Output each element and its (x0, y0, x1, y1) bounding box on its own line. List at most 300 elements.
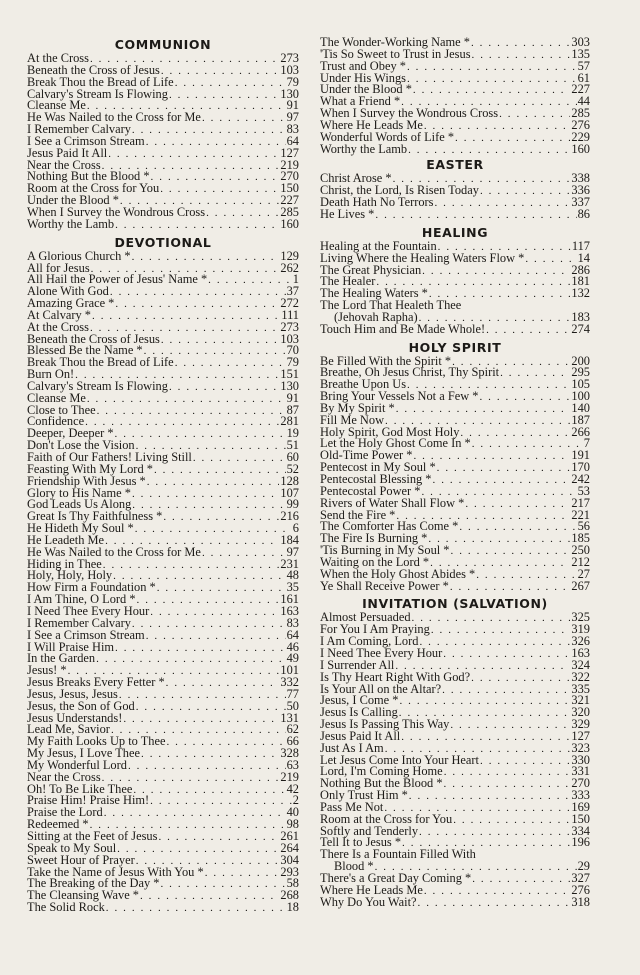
hymn-title: At the Cross (27, 51, 89, 65)
page-number: 285 (280, 204, 299, 219)
hymn-title: Be Filled With the Spirit * (320, 353, 452, 368)
page-number: 319 (571, 622, 590, 637)
dot-leader (141, 749, 279, 761)
page-number: 274 (571, 321, 590, 336)
hymn-title: Waiting on the Lord * (320, 554, 430, 569)
dot-leader (409, 791, 571, 803)
hymn-title: Near the Cross (27, 769, 101, 784)
hymn-title: Cleanse Me (27, 390, 86, 405)
hymn-title: The Solid Rock (27, 900, 105, 915)
dot-leader (407, 62, 577, 74)
hymn-title: Oh! To Be Like Thee (27, 781, 133, 796)
page-number: 338 (571, 171, 590, 186)
hymn-title: Holy, Holy, Holy (27, 568, 113, 583)
page-number: 285 (571, 106, 590, 121)
hymn-title: Amazing Grace * (27, 296, 115, 311)
hymn-title: Where He Leads Me (320, 882, 423, 897)
page-number: 273 (280, 51, 299, 65)
page-number: 185 (571, 531, 590, 546)
hymn-title: At the Cross (27, 319, 89, 334)
page-number: 91 (286, 98, 299, 113)
page-number: 98 (286, 817, 299, 832)
hymn-title: Healing at the Fountain (320, 238, 437, 253)
page-number: 321 (571, 693, 590, 708)
hymn-title: Touch Him and Be Made Whole! (320, 321, 486, 336)
left-column (27, 37, 299, 914)
page-number: 268 (280, 888, 299, 903)
hymn-title: Tell It to Jesus * (320, 835, 402, 850)
dot-leader (104, 808, 286, 820)
hymn-title: Sitting at the Feet of Jesus (27, 829, 158, 843)
hymn-title: I See a Crimson Stream (27, 627, 145, 642)
section-invitation (320, 612, 590, 908)
page-number: 117 (571, 238, 590, 253)
page-number: 318 (571, 894, 590, 909)
page-number: 62 (286, 722, 299, 737)
dot-leader (500, 368, 570, 380)
page-number: 187 (571, 412, 590, 427)
hymn-title: Softly and Tenderly (320, 823, 419, 838)
hymn-title: Let the Holy Ghost Come In * (320, 436, 471, 451)
page-number: 212 (571, 554, 590, 569)
page-number: 272 (280, 296, 299, 311)
hymn-title: I Need Thee Every Hour (27, 603, 150, 618)
page-number: 334 (571, 823, 590, 838)
dot-leader (480, 186, 570, 198)
hymn-title: Deeper, Deeper * (27, 426, 114, 441)
hymn-title: Old-Time Power * (320, 448, 413, 463)
page-number: 332 (280, 675, 299, 690)
hymn-title: Jesus, Jesus, Jesus (27, 686, 118, 701)
dot-leader (108, 149, 279, 161)
page-number: 63 (286, 757, 299, 772)
dot-leader (205, 868, 280, 880)
hymn-title: Praise Him! Praise Him! (27, 793, 150, 808)
page-number: 100 (571, 389, 590, 404)
dot-leader (453, 815, 570, 827)
page-number: 242 (571, 472, 590, 486)
dot-leader (460, 428, 570, 440)
hymn-title: The Wonder-Working Name * (320, 35, 470, 49)
page-number: 29 (577, 859, 590, 874)
dot-leader (140, 891, 279, 903)
hymn-title: Just As I Am (320, 740, 384, 755)
dot-leader (413, 85, 571, 97)
section-holy-spirit (320, 353, 590, 593)
page-number: 270 (280, 169, 299, 184)
dot-leader (161, 335, 280, 347)
page-number: 231 (280, 556, 299, 571)
hymn-title: Nothing But the Blood * (27, 169, 150, 184)
hymn-title: I Remember Calvary (27, 122, 131, 137)
hymn-title: I See a Crimson Stream (27, 133, 145, 148)
page-number: 163 (280, 603, 299, 618)
page-number: 2 (292, 793, 299, 808)
hymn-title: The Cleansing Wave * (27, 888, 139, 903)
page-number: 101 (280, 663, 299, 678)
hymn-title: Burn On! (27, 367, 75, 382)
dot-leader (96, 654, 285, 666)
page-number: 324 (571, 657, 590, 672)
dot-leader (132, 125, 286, 137)
page-number: 219 (280, 769, 299, 784)
dot-leader (133, 785, 285, 797)
page-number: 286 (571, 262, 590, 277)
hymn-title: Alone With God (27, 284, 109, 299)
hymn-title: Don't Lose the Vision (27, 438, 135, 453)
hymn-title: Break Thou the Bread of Life (27, 355, 174, 370)
dot-leader (451, 546, 571, 558)
page-number: 267 (571, 578, 590, 593)
hymn-title: Fill Me Now (320, 412, 385, 427)
hymn-title: Pentecostal Power * (320, 483, 421, 498)
page-number: 150 (571, 811, 590, 826)
dot-leader (480, 756, 570, 768)
page-number: 111 (281, 307, 299, 322)
dot-leader (202, 548, 286, 560)
page-number: 87 (286, 402, 299, 417)
page-number: 303 (571, 35, 590, 49)
page-number: 27 (577, 566, 590, 581)
hymn-title: Calvary's Stream Is Flowing (27, 86, 168, 101)
hymn-title: I Surrender All (320, 657, 395, 672)
hymn-title: Jesus! * (27, 663, 67, 678)
dot-leader (193, 453, 286, 465)
page-number: 262 (280, 260, 299, 275)
page-number: 270 (571, 776, 590, 791)
hymn-title: Close to Thee (27, 402, 96, 417)
page-number: 273 (280, 319, 299, 334)
hymn-title: (Jehovah Rapha) (334, 309, 418, 324)
hymn-title: Great Is Thy Faithfulness * (27, 509, 163, 524)
hymn-title: Jesus, I Come * (320, 693, 399, 708)
page-number: 281 (280, 414, 299, 429)
page-number: 322 (571, 669, 590, 684)
page-number: 304 (280, 852, 299, 867)
dot-leader (115, 299, 279, 311)
hymn-title: The Healing Waters * (320, 286, 428, 301)
dot-leader (413, 451, 570, 463)
section-heading-devotional: DEVOTIONAL (114, 234, 212, 250)
hymn-title: Let Jesus Come Into Your Heart (320, 752, 479, 767)
page-number: 330 (571, 752, 590, 767)
hymn-title: Hiding in Thee (27, 556, 102, 571)
hymn-title: Pentecostal Blessing * (320, 472, 432, 486)
hymn-title: A Glorious Church * (27, 248, 131, 263)
hymn-title: For You I Am Praying (320, 622, 430, 637)
dot-leader (202, 113, 286, 125)
hymn-title: Holy Spirit, God Most Holy (320, 424, 460, 439)
page-number: 7 (583, 436, 590, 451)
page-number: 86 (577, 206, 590, 221)
dot-leader (150, 796, 292, 808)
page-number: 49 (286, 651, 299, 666)
page-number: 323 (571, 740, 590, 755)
hymn-title: The Healer (320, 274, 376, 289)
dot-leader (396, 404, 571, 416)
dot-leader (163, 512, 279, 524)
dot-leader (450, 720, 570, 732)
hymn-title: When the Holy Ghost Abides * (320, 566, 476, 581)
hymn-title: Faith of Our Fathers! Living Still (27, 450, 192, 464)
hymn-title: I Will Praise Him (27, 639, 115, 654)
hymn-title: 'Tis So Sweet to Trust in Jesus (320, 46, 471, 61)
hymn-title: Beneath the Cross of Jesus (27, 331, 160, 346)
page-number: 140 (571, 400, 590, 415)
hymn-title: Cleanse Me (27, 98, 86, 113)
page-number: 160 (280, 216, 299, 231)
section-heading-holy-spirit: HOLY SPIRIT (408, 339, 502, 355)
page-number: 328 (280, 746, 299, 761)
dot-leader (479, 392, 570, 404)
dot-leader (115, 429, 286, 441)
hymn-title: Jesus Paid It All (320, 728, 401, 743)
index-entry (320, 321, 590, 336)
page-number: 64 (286, 627, 299, 642)
hymn-title: Jesus Is Passing This Way (320, 717, 450, 732)
dot-leader (110, 287, 286, 299)
page-number: 191 (571, 448, 590, 463)
page-number: 276 (571, 117, 590, 132)
page-number: 19 (286, 426, 299, 441)
hymn-title: Bring Your Vessels Not a Few * (320, 389, 479, 404)
hymn-title: Is Your All on the Altar? (320, 681, 442, 696)
dot-leader (208, 275, 292, 287)
hymn-title: Only Trust Him * (320, 788, 408, 803)
hymn-title: My Jesus, I Love Thee (27, 746, 140, 761)
page-number: 6 (292, 521, 299, 536)
hymn-title: The Lord That Healeth Thee (320, 298, 462, 313)
hymn-title: The Fire Is Burning * (320, 531, 428, 546)
page-number: 331 (571, 764, 590, 779)
dot-leader (422, 266, 570, 278)
page-number: 130 (280, 86, 299, 101)
page-number: 336 (571, 183, 590, 198)
hymn-title: Take the Name of Jesus With You * (27, 864, 204, 879)
page-number: 219 (280, 157, 299, 172)
page-number: 216 (280, 509, 299, 524)
page-number: 169 (571, 799, 590, 814)
dot-leader (150, 607, 279, 619)
hymn-title: Worthy the Lamb (320, 141, 408, 156)
page-number: 221 (571, 507, 590, 522)
hymn-title: Under the Blood * (320, 82, 412, 97)
hymn-title: By My Spirit * (320, 400, 395, 415)
dot-leader (85, 417, 279, 429)
dot-leader (132, 619, 286, 631)
dot-leader (119, 690, 286, 702)
dot-leader (375, 210, 576, 222)
section-heading-invitation: INVITATION (SALVATION) (362, 596, 548, 612)
dot-leader (431, 625, 571, 637)
dot-leader (472, 439, 583, 451)
hymn-title: Jesus Is Calling (320, 705, 398, 720)
dot-leader (97, 406, 286, 418)
page-number: 127 (280, 145, 299, 160)
hymn-title: I Am Thine, O Lord * (27, 592, 136, 607)
hymn-title: Beneath the Cross of Jesus (27, 62, 160, 77)
hymn-title: Pass Me Not (320, 799, 384, 814)
page-number: 327 (571, 871, 590, 885)
page-number: 217 (571, 495, 590, 510)
page-number: 52 (286, 461, 299, 476)
dot-leader (471, 38, 570, 50)
hymn-title: Room at the Cross for You (320, 811, 453, 826)
dot-leader (443, 649, 570, 661)
page-number: 79 (286, 355, 299, 370)
page-number: 79 (286, 74, 299, 89)
hymn-title: Jesus Paid It All (27, 145, 108, 160)
section-healing (320, 238, 590, 336)
page-number: 183 (571, 309, 590, 324)
hymn-title: Send the Fire * (320, 507, 396, 522)
dot-leader (161, 66, 280, 78)
hymn-title: Lord, I'm Coming Home (320, 764, 443, 779)
index-entry (320, 894, 590, 909)
page-number: 97 (286, 544, 299, 559)
page-number: 70 (286, 343, 299, 358)
section-heading-healing: HEALING (421, 224, 489, 240)
section-heading-communion: COMMUNION (114, 37, 212, 52)
hymn-title: Under His Wings (320, 70, 407, 85)
dot-leader (115, 220, 279, 232)
dot-leader (151, 172, 280, 184)
hymn-title: When I Survey the Wondrous Cross (27, 204, 206, 219)
hymn-title: Rivers of Water Shall Flow * (320, 495, 465, 510)
hymn-title: Where He Leads Me (320, 117, 423, 132)
dot-leader (128, 761, 286, 773)
hymn-title: Praise the Lord (27, 805, 103, 820)
section-devotional (27, 248, 299, 915)
hymn-title: Ye Shall Receive Power * (320, 578, 449, 593)
hymn-title: Near the Cross (27, 157, 101, 172)
page-number: 130 (280, 378, 299, 393)
page-number: 128 (280, 473, 299, 488)
hymn-title: Pentecost in My Soul * (320, 460, 436, 475)
page-number: 50 (286, 698, 299, 713)
page-number: 57 (577, 58, 590, 73)
hymn-title: God Leads Us Along (27, 497, 132, 512)
hymn-title: Glory to His Name * (27, 485, 131, 500)
page-number: 58 (286, 876, 299, 891)
section-devotional-continued (320, 37, 590, 155)
page-number: 325 (571, 610, 590, 625)
page-number: 83 (286, 615, 299, 630)
dot-leader (433, 475, 571, 487)
page-number: 53 (577, 483, 590, 498)
page-number: 44 (577, 94, 590, 109)
dot-leader (424, 886, 571, 898)
page-number: 132 (571, 286, 590, 301)
dot-leader (132, 489, 279, 501)
dot-leader (92, 311, 280, 323)
page-number: 196 (571, 835, 590, 850)
page-number: 129 (280, 248, 299, 263)
page-number: 48 (286, 568, 299, 583)
hymn-title: How Firm a Foundation * (27, 580, 156, 595)
hymn-title: Friendship With Jesus * (27, 473, 146, 488)
page-number: 261 (280, 829, 299, 843)
hymn-title: Sweet Hour of Prayer (27, 852, 135, 867)
page-number: 103 (280, 62, 299, 77)
page-number: 64 (286, 133, 299, 148)
index-entry (27, 902, 299, 914)
hymn-title: Why Do You Wait? (320, 894, 417, 909)
dot-leader (444, 779, 571, 791)
page-number: 337 (571, 195, 590, 210)
dot-leader (428, 534, 570, 546)
hymn-title: I Remember Calvary (27, 615, 131, 630)
dot-leader (472, 874, 570, 886)
hymn-title: Feasting With My Lord * (27, 461, 153, 476)
dot-leader (499, 109, 570, 121)
dot-leader (525, 254, 576, 266)
page-number: 150 (280, 181, 299, 196)
dot-leader (146, 137, 286, 149)
page-number: 105 (571, 377, 590, 392)
dot-leader (450, 582, 571, 594)
index-entry (320, 578, 590, 593)
section-communion (27, 53, 299, 231)
page-number: 83 (286, 122, 299, 137)
dot-leader (401, 732, 570, 744)
page-number: 329 (571, 717, 590, 732)
page-number: 107 (280, 485, 299, 500)
dot-leader (408, 145, 570, 157)
dot-leader (412, 613, 571, 625)
page-number: 161 (280, 592, 299, 607)
hymn-title: He Hideth My Soul * (27, 521, 134, 536)
page-number: 66 (286, 734, 299, 749)
hymn-title: Jesus Breaks Every Fetter * (27, 675, 165, 690)
section-heading-easter: EASTER (426, 157, 484, 173)
page-number: 151 (280, 367, 299, 382)
hymn-title: When I Survey the Wondrous Cross (320, 106, 499, 121)
hymn-title: My Faith Looks Up to Thee (27, 734, 166, 749)
dot-leader (444, 767, 571, 779)
page-number: 333 (571, 788, 590, 803)
dot-leader (399, 696, 570, 708)
index-entry (27, 653, 299, 665)
dot-leader (147, 477, 280, 489)
page-number: 320 (571, 705, 590, 720)
page-number: 35 (286, 580, 299, 595)
dot-leader (157, 583, 286, 595)
dot-leader (160, 879, 285, 891)
dot-leader (455, 133, 570, 145)
hymn-title: Wonderful Words of Life * (320, 129, 455, 144)
hymn-title: Christ Arose * (320, 171, 392, 186)
dot-leader (146, 631, 286, 643)
hymn-title: My Wonderful Lord (27, 757, 127, 772)
page-number: 61 (577, 70, 590, 85)
page-number: 14 (577, 250, 590, 265)
page-number: 227 (280, 193, 299, 208)
dot-leader (407, 74, 577, 86)
hymn-title: Worthy the Lamb (27, 216, 115, 231)
dot-leader (175, 358, 286, 370)
page-number: 60 (286, 450, 299, 464)
hymn-title: Redeemed * (27, 817, 89, 832)
hymn-title: The Breaking of the Day * (27, 876, 160, 891)
index-entry (27, 216, 299, 231)
page-number: 97 (286, 110, 299, 125)
dot-leader (418, 898, 571, 910)
page-number: 229 (571, 129, 590, 144)
dot-leader (459, 522, 576, 534)
hymn-title: 'Tis Burning in My Soul * (320, 543, 450, 558)
dot-leader (160, 184, 279, 196)
